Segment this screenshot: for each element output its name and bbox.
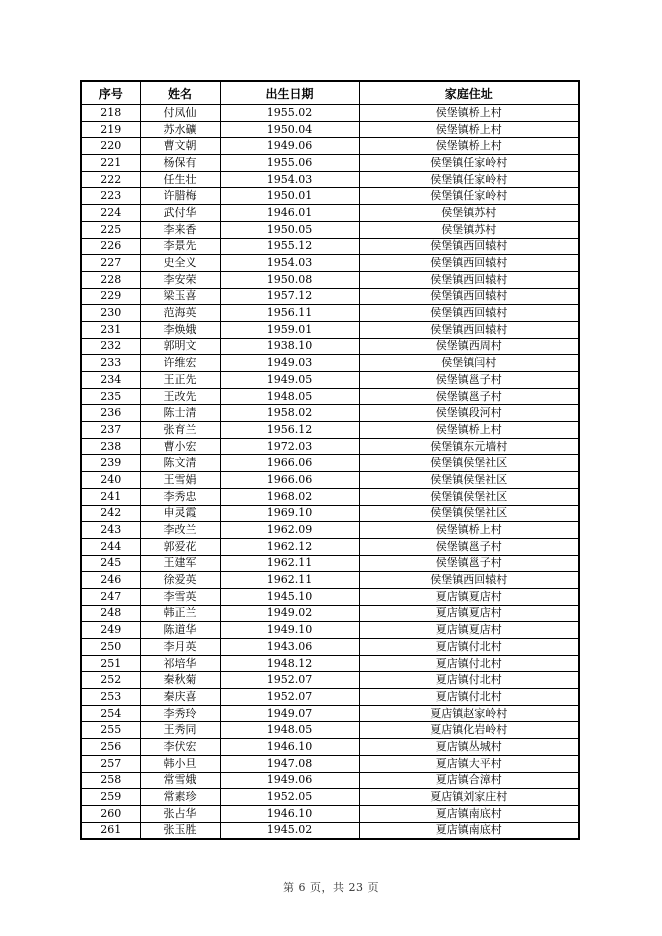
cell-address: 侯堡镇苏村 [359, 205, 579, 222]
cell-name: 李秀忠 [140, 488, 220, 505]
cell-index: 257 [81, 755, 140, 772]
cell-birthdate: 1948.05 [220, 388, 359, 405]
table-row [81, 372, 579, 389]
cell-index: 260 [81, 805, 140, 822]
cell-birthdate: 1946.01 [220, 205, 359, 222]
table-row [81, 572, 579, 589]
cell-address: 夏店镇丛城村 [359, 739, 579, 756]
cell-index: 234 [81, 372, 140, 389]
cell-index: 222 [81, 171, 140, 188]
table-row [81, 655, 579, 672]
table-row [81, 238, 579, 255]
cell-index: 223 [81, 188, 140, 205]
table-row [81, 405, 579, 422]
header-birthdate: 出生日期 [220, 81, 359, 105]
cell-index: 231 [81, 321, 140, 338]
cell-birthdate: 1950.01 [220, 188, 359, 205]
cell-name: 王建军 [140, 555, 220, 572]
table-row [81, 221, 579, 238]
cell-name: 杨保有 [140, 155, 220, 172]
cell-address: 侯堡镇西回辕村 [359, 305, 579, 322]
cell-name: 王秀同 [140, 722, 220, 739]
cell-address: 侯堡镇苏村 [359, 221, 579, 238]
cell-index: 258 [81, 772, 140, 789]
cell-index: 229 [81, 288, 140, 305]
table-row [81, 739, 579, 756]
table-row [81, 455, 579, 472]
cell-address: 侯堡镇闫村 [359, 355, 579, 372]
cell-address: 夏店镇南底村 [359, 822, 579, 839]
cell-address: 侯堡镇桥上村 [359, 121, 579, 138]
roster-table [80, 80, 580, 840]
cell-index: 240 [81, 472, 140, 489]
table-row [81, 605, 579, 622]
cell-name: 史全义 [140, 255, 220, 272]
table-row [81, 422, 579, 439]
cell-name: 张玉胜 [140, 822, 220, 839]
cell-name: 付凤仙 [140, 105, 220, 122]
cell-address: 夏店镇赵家岭村 [359, 705, 579, 722]
cell-name: 常雪娥 [140, 772, 220, 789]
cell-birthdate: 1946.10 [220, 805, 359, 822]
cell-birthdate: 1946.10 [220, 739, 359, 756]
table-row [81, 772, 579, 789]
table-row [81, 672, 579, 689]
table-row [81, 505, 579, 522]
cell-index: 246 [81, 572, 140, 589]
table-body [81, 105, 579, 840]
cell-birthdate: 1968.02 [220, 488, 359, 505]
cell-index: 242 [81, 505, 140, 522]
cell-name: 徐爱英 [140, 572, 220, 589]
cell-name: 祁培华 [140, 655, 220, 672]
cell-name: 常素珍 [140, 789, 220, 806]
cell-index: 243 [81, 522, 140, 539]
cell-index: 218 [81, 105, 140, 122]
cell-birthdate: 1962.11 [220, 555, 359, 572]
cell-address: 侯堡镇任家岭村 [359, 171, 579, 188]
cell-address: 侯堡镇西回辕村 [359, 288, 579, 305]
cell-name: 许腊梅 [140, 188, 220, 205]
table-row [81, 522, 579, 539]
table-row [81, 205, 579, 222]
cell-address: 夏店镇化岩岭村 [359, 722, 579, 739]
cell-name: 李秀玲 [140, 705, 220, 722]
cell-birthdate: 1955.06 [220, 155, 359, 172]
cell-name: 李雪英 [140, 588, 220, 605]
cell-birthdate: 1966.06 [220, 472, 359, 489]
cell-birthdate: 1943.06 [220, 639, 359, 656]
cell-address: 夏店镇付北村 [359, 655, 579, 672]
cell-birthdate: 1947.08 [220, 755, 359, 772]
cell-index: 251 [81, 655, 140, 672]
cell-birthdate: 1948.12 [220, 655, 359, 672]
cell-name: 王正先 [140, 372, 220, 389]
cell-name: 张占华 [140, 805, 220, 822]
cell-index: 253 [81, 689, 140, 706]
cell-name: 韩小旦 [140, 755, 220, 772]
cell-address: 侯堡镇邕子村 [359, 538, 579, 555]
cell-index: 252 [81, 672, 140, 689]
cell-index: 225 [81, 221, 140, 238]
cell-index: 247 [81, 588, 140, 605]
cell-index: 232 [81, 338, 140, 355]
table-row [81, 288, 579, 305]
table-row [81, 305, 579, 322]
cell-index: 221 [81, 155, 140, 172]
cell-index: 249 [81, 622, 140, 639]
table-row [81, 338, 579, 355]
cell-index: 250 [81, 639, 140, 656]
table-row [81, 789, 579, 806]
cell-birthdate: 1954.03 [220, 171, 359, 188]
cell-index: 237 [81, 422, 140, 439]
cell-birthdate: 1958.02 [220, 405, 359, 422]
table-row [81, 622, 579, 639]
cell-index: 230 [81, 305, 140, 322]
table-row [81, 722, 579, 739]
cell-address: 侯堡镇邕子村 [359, 388, 579, 405]
cell-name: 李月英 [140, 639, 220, 656]
cell-address: 夏店镇大平村 [359, 755, 579, 772]
cell-index: 228 [81, 271, 140, 288]
table-row [81, 588, 579, 605]
table-row [81, 755, 579, 772]
cell-birthdate: 1949.10 [220, 622, 359, 639]
cell-birthdate: 1962.09 [220, 522, 359, 539]
cell-name: 陈道华 [140, 622, 220, 639]
cell-address: 夏店镇付北村 [359, 689, 579, 706]
cell-birthdate: 1938.10 [220, 338, 359, 355]
cell-name: 张育兰 [140, 422, 220, 439]
cell-birthdate: 1969.10 [220, 505, 359, 522]
cell-index: 256 [81, 739, 140, 756]
cell-birthdate: 1962.12 [220, 538, 359, 555]
cell-address: 侯堡镇西回辕村 [359, 238, 579, 255]
table-row [81, 538, 579, 555]
cell-birthdate: 1949.02 [220, 605, 359, 622]
cell-birthdate: 1966.06 [220, 455, 359, 472]
table-row [81, 388, 579, 405]
cell-name: 曹文朝 [140, 138, 220, 155]
cell-address: 侯堡镇任家岭村 [359, 188, 579, 205]
header-index: 序号 [81, 81, 140, 105]
cell-index: 220 [81, 138, 140, 155]
cell-index: 236 [81, 405, 140, 422]
cell-birthdate: 1949.07 [220, 705, 359, 722]
cell-name: 李景先 [140, 238, 220, 255]
cell-index: 245 [81, 555, 140, 572]
header-name: 姓名 [140, 81, 220, 105]
page-number: 第 6 页，共 23 页 [283, 881, 379, 894]
cell-address: 夏店镇夏店村 [359, 622, 579, 639]
cell-birthdate: 1952.05 [220, 789, 359, 806]
cell-address: 侯堡镇西回辕村 [359, 572, 579, 589]
cell-address: 夏店镇夏店村 [359, 588, 579, 605]
cell-address: 侯堡镇桥上村 [359, 105, 579, 122]
cell-index: 255 [81, 722, 140, 739]
cell-index: 239 [81, 455, 140, 472]
cell-name: 秦秋菊 [140, 672, 220, 689]
table-row [81, 472, 579, 489]
header-row [81, 81, 579, 105]
cell-name: 李安荣 [140, 271, 220, 288]
cell-birthdate: 1950.05 [220, 221, 359, 238]
cell-name: 陈文清 [140, 455, 220, 472]
cell-address: 侯堡镇西周村 [359, 338, 579, 355]
table-row [81, 155, 579, 172]
table-row [81, 639, 579, 656]
cell-index: 219 [81, 121, 140, 138]
table-row [81, 689, 579, 706]
cell-name: 许维宏 [140, 355, 220, 372]
cell-birthdate: 1972.03 [220, 438, 359, 455]
cell-birthdate: 1952.07 [220, 672, 359, 689]
cell-birthdate: 1952.07 [220, 689, 359, 706]
cell-name: 王雪娟 [140, 472, 220, 489]
cell-name: 李来香 [140, 221, 220, 238]
cell-index: 241 [81, 488, 140, 505]
cell-name: 范海英 [140, 305, 220, 322]
cell-index: 226 [81, 238, 140, 255]
cell-address: 侯堡镇邕子村 [359, 555, 579, 572]
cell-name: 韩正兰 [140, 605, 220, 622]
table-row [81, 121, 579, 138]
cell-address: 侯堡镇任家岭村 [359, 155, 579, 172]
cell-name: 曹小宏 [140, 438, 220, 455]
cell-birthdate: 1954.03 [220, 255, 359, 272]
table-row [81, 555, 579, 572]
table-row [81, 271, 579, 288]
cell-index: 233 [81, 355, 140, 372]
cell-index: 238 [81, 438, 140, 455]
cell-name: 武付华 [140, 205, 220, 222]
cell-address: 侯堡镇段河村 [359, 405, 579, 422]
cell-index: 248 [81, 605, 140, 622]
cell-address: 夏店镇刘家庄村 [359, 789, 579, 806]
cell-address: 侯堡镇侯堡社区 [359, 505, 579, 522]
cell-address: 侯堡镇西回辕村 [359, 271, 579, 288]
table-row [81, 705, 579, 722]
cell-birthdate: 1956.12 [220, 422, 359, 439]
cell-address: 侯堡镇侯堡社区 [359, 488, 579, 505]
cell-birthdate: 1945.10 [220, 588, 359, 605]
cell-name: 李改兰 [140, 522, 220, 539]
cell-address: 侯堡镇西回辕村 [359, 321, 579, 338]
table-row [81, 438, 579, 455]
table-row [81, 255, 579, 272]
cell-name: 王改先 [140, 388, 220, 405]
cell-birthdate: 1956.11 [220, 305, 359, 322]
cell-address: 侯堡镇西回辕村 [359, 255, 579, 272]
cell-index: 254 [81, 705, 140, 722]
cell-address: 侯堡镇邕子村 [359, 372, 579, 389]
cell-name: 郭爱花 [140, 538, 220, 555]
cell-address: 侯堡镇桥上村 [359, 522, 579, 539]
cell-address: 夏店镇南底村 [359, 805, 579, 822]
cell-birthdate: 1955.12 [220, 238, 359, 255]
cell-birthdate: 1949.06 [220, 772, 359, 789]
cell-index: 244 [81, 538, 140, 555]
cell-name: 苏水礦 [140, 121, 220, 138]
cell-address: 侯堡镇桥上村 [359, 138, 579, 155]
cell-birthdate: 1949.06 [220, 138, 359, 155]
cell-birthdate: 1949.03 [220, 355, 359, 372]
cell-index: 227 [81, 255, 140, 272]
cell-index: 259 [81, 789, 140, 806]
cell-index: 224 [81, 205, 140, 222]
cell-birthdate: 1962.11 [220, 572, 359, 589]
cell-birthdate: 1955.02 [220, 105, 359, 122]
cell-index: 235 [81, 388, 140, 405]
cell-address: 侯堡镇侯堡社区 [359, 472, 579, 489]
cell-birthdate: 1950.04 [220, 121, 359, 138]
cell-birthdate: 1959.01 [220, 321, 359, 338]
cell-address: 夏店镇付北村 [359, 672, 579, 689]
header-address: 家庭住址 [359, 81, 579, 105]
cell-address: 侯堡镇东元墙村 [359, 438, 579, 455]
table-row [81, 805, 579, 822]
cell-name: 郭明文 [140, 338, 220, 355]
cell-index: 261 [81, 822, 140, 839]
cell-birthdate: 1948.05 [220, 722, 359, 739]
cell-birthdate: 1945.02 [220, 822, 359, 839]
cell-name: 李焕娥 [140, 321, 220, 338]
cell-birthdate: 1957.12 [220, 288, 359, 305]
cell-address: 侯堡镇侯堡社区 [359, 455, 579, 472]
table-row [81, 822, 579, 839]
table-row [81, 355, 579, 372]
cell-birthdate: 1949.05 [220, 372, 359, 389]
cell-address: 侯堡镇桥上村 [359, 422, 579, 439]
table-row [81, 105, 579, 122]
table-row [81, 321, 579, 338]
cell-name: 申灵霞 [140, 505, 220, 522]
cell-address: 夏店镇付北村 [359, 639, 579, 656]
cell-name: 任生壮 [140, 171, 220, 188]
cell-name: 秦庆喜 [140, 689, 220, 706]
table-row [81, 171, 579, 188]
cell-birthdate: 1950.08 [220, 271, 359, 288]
cell-address: 夏店镇夏店村 [359, 605, 579, 622]
cell-name: 陈士清 [140, 405, 220, 422]
table-row [81, 188, 579, 205]
table-row [81, 488, 579, 505]
table-row [81, 138, 579, 155]
cell-address: 夏店镇合漳村 [359, 772, 579, 789]
cell-name: 梁玉喜 [140, 288, 220, 305]
cell-name: 李伏宏 [140, 739, 220, 756]
